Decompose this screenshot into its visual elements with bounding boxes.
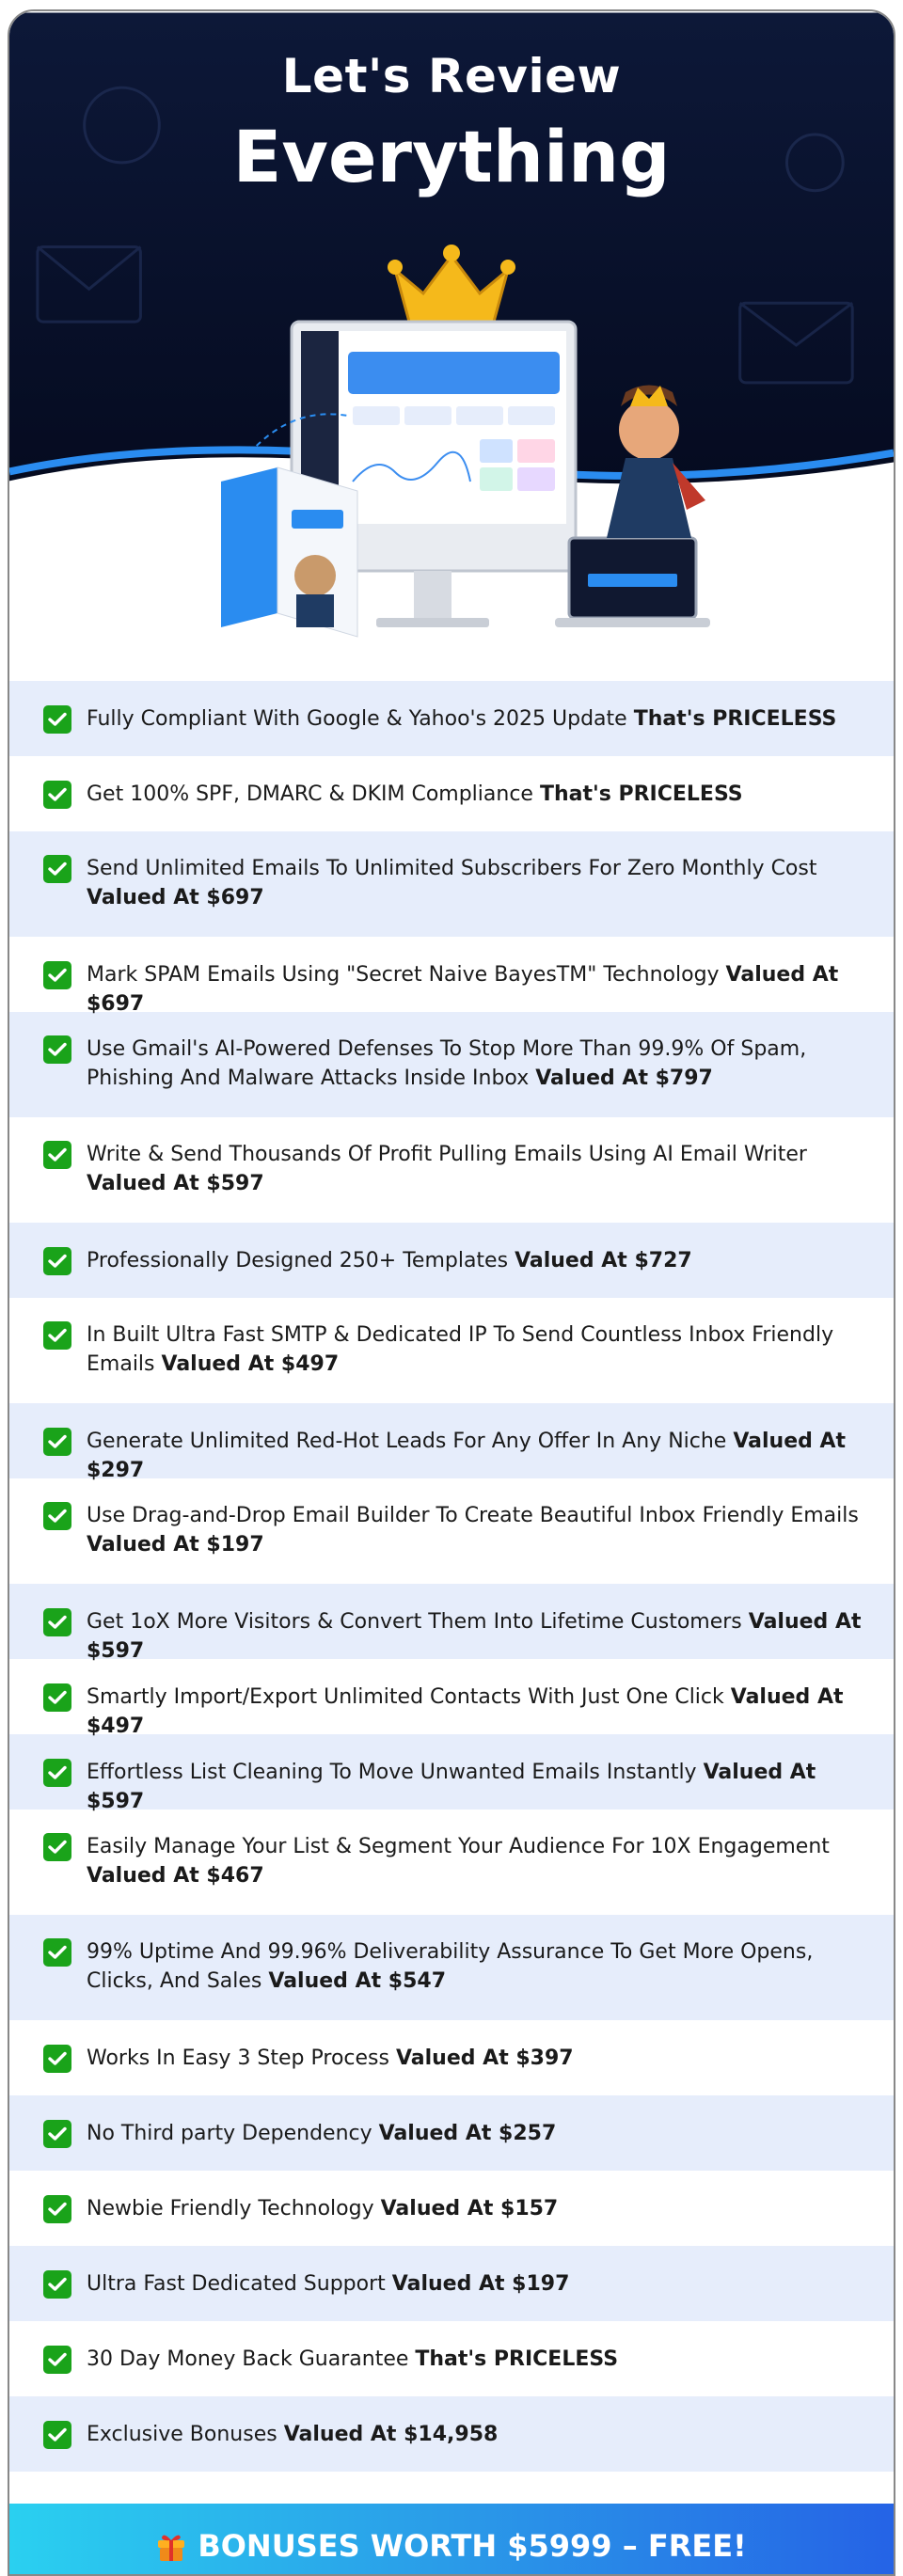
- feature-row: [9, 2396, 894, 2472]
- feature-text: [87, 704, 880, 734]
- feature-value: Valued At $297: [87, 1430, 847, 1482]
- checkmark-icon: [43, 2270, 71, 2299]
- feature-text: [87, 1758, 880, 1816]
- checkmark-icon: [43, 2346, 71, 2374]
- feature-row: [9, 1403, 894, 1482]
- feature-value: Valued At $497: [161, 1352, 340, 1376]
- feature-description: Use Gmail's AI-Powered Defenses To Stop More Than 99.9% Of Spam, Phishing And Malware Attacks Inside Inbox: [87, 1037, 807, 1090]
- feature-value: That's PRICELESS: [415, 2347, 619, 2371]
- review-card: [8, 9, 895, 2576]
- feature-description: Ultra Fast Dedicated Support: [87, 2272, 392, 2296]
- feature-description: Generate Unlimited Red-Hot Leads For Any Offer In Any Niche: [87, 1430, 734, 1453]
- feature-value: Valued At $697: [87, 963, 839, 1016]
- feature-description: In Built Ultra Fast SMTP & Dedicated IP To Send Countless Inbox Friendly Emails: [87, 1323, 834, 1376]
- checkmark-icon: [43, 1035, 71, 1064]
- feature-text: [87, 1501, 880, 1559]
- feature-text: [87, 854, 880, 912]
- crown-icon: [388, 245, 515, 322]
- checkmark-icon: [43, 1502, 71, 1530]
- mascot-icon: [607, 386, 705, 539]
- feature-text: [87, 2119, 880, 2148]
- feature-row: [9, 681, 894, 756]
- cta-label: BONUSES WORTH $5999 – FREE!: [198, 2528, 747, 2564]
- feature-row: [9, 1659, 894, 1738]
- feature-value: That's PRICELESS: [633, 707, 837, 731]
- checkmark-icon: [43, 1683, 71, 1712]
- feature-value: That's PRICELESS: [539, 782, 743, 806]
- feature-row: [9, 1915, 894, 2020]
- feature-row: [9, 1734, 894, 1813]
- feature-text: [87, 2044, 880, 2073]
- feature-description: 30 Day Money Back Guarantee: [87, 2347, 416, 2371]
- feature-text: [87, 2269, 880, 2299]
- title-line-2: Everything: [232, 115, 671, 198]
- feature-text: [87, 1246, 880, 1275]
- checkmark-icon: [43, 1141, 71, 1169]
- feature-value: Valued At $197: [391, 2272, 570, 2296]
- feature-row: [9, 756, 894, 831]
- feature-description: Mark SPAM Emails Using "Secret Naive BayesTM" Technology: [87, 963, 726, 987]
- checkmark-icon: [43, 2421, 71, 2449]
- feature-text: [87, 2194, 880, 2223]
- feature-value: Valued At $597: [87, 1610, 862, 1663]
- feature-description: 99% Uptime And 99.96% Deliverability Assurance To Get More Opens, Clicks, And Sales: [87, 1940, 814, 1993]
- feature-row: [9, 831, 894, 937]
- feature-text: [87, 780, 880, 809]
- feature-description: Get 1oX More Visitors & Convert Them Into Lifetime Customers: [87, 1610, 749, 1634]
- feature-description: Easily Manage Your List & Segment Your Audience For 10X Engagement: [87, 1835, 830, 1858]
- feature-value: Valued At $497: [87, 1685, 844, 1738]
- checkmark-icon: [43, 961, 71, 989]
- feature-value: Valued At $547: [268, 1969, 447, 1993]
- feature-text: [87, 2345, 880, 2374]
- feature-description: Newbie Friendly Technology: [87, 2197, 381, 2220]
- feature-value: Valued At $467: [87, 1864, 264, 1888]
- checkmark-icon: [43, 1321, 71, 1350]
- feature-description: Fully Compliant With Google & Yahoo's 2025 Update: [87, 707, 634, 731]
- feature-description: Send Unlimited Emails To Unlimited Subscribers For Zero Monthly Cost: [87, 857, 817, 880]
- checkmark-icon: [43, 1608, 71, 1636]
- feature-description: Effortless List Cleaning To Move Unwanted Emails Instantly: [87, 1761, 704, 1784]
- feature-value: Valued At $257: [378, 2122, 557, 2145]
- checkmark-icon: [43, 855, 71, 883]
- feature-row: [9, 1584, 894, 1663]
- checkmark-icon: [43, 2120, 71, 2148]
- checkmark-icon: [43, 705, 71, 734]
- feature-description: Get 100% SPF, DMARC & DKIM Compliance: [87, 782, 540, 806]
- title-line-1: Let's Review: [281, 49, 622, 103]
- feature-value: Valued At $697: [87, 886, 264, 909]
- bonuses-cta-button[interactable]: [9, 2504, 894, 2576]
- feature-row: [9, 1117, 894, 1223]
- feature-text: [87, 960, 880, 1019]
- checkmark-icon: [43, 1938, 71, 1967]
- feature-row: [9, 2171, 894, 2246]
- product-mockup: [9, 11, 894, 688]
- software-box-icon: [221, 467, 357, 637]
- feature-list: [9, 681, 894, 2472]
- checkmark-icon: [43, 1759, 71, 1787]
- feature-row: [9, 1298, 894, 1403]
- feature-text: [87, 1607, 880, 1666]
- feature-row: [9, 2020, 894, 2095]
- checkmark-icon: [43, 1428, 71, 1456]
- feature-description: Use Drag-and-Drop Email Builder To Create Beautiful Inbox Friendly Emails: [87, 1504, 859, 1527]
- hero-section: [9, 11, 894, 688]
- feature-row: [9, 1478, 894, 1584]
- feature-description: Smartly Import/Export Unlimited Contacts With Just One Click: [87, 1685, 731, 1709]
- feature-description: No Third party Dependency: [87, 2122, 379, 2145]
- feature-description: Professionally Designed 250+ Templates: [87, 1249, 515, 1272]
- feature-value: Valued At $397: [395, 2047, 574, 2070]
- feature-text: [87, 1683, 880, 1741]
- feature-value: Valued At $157: [380, 2197, 559, 2220]
- feature-description: Write & Send Thousands Of Profit Pulling Emails Using AI Email Writer: [87, 1143, 807, 1166]
- checkmark-icon: [43, 2045, 71, 2073]
- feature-text: [87, 1832, 880, 1890]
- feature-row: [9, 1012, 894, 1117]
- feature-row: [9, 1223, 894, 1298]
- checkmark-icon: [43, 1833, 71, 1861]
- feature-row: [9, 937, 894, 1016]
- feature-text: [87, 1937, 880, 1996]
- feature-value: Valued At $14,958: [283, 2423, 499, 2446]
- laptop-icon: [555, 538, 710, 627]
- feature-value: Valued At $197: [87, 1533, 264, 1557]
- feature-description: Works In Easy 3 Step Process: [87, 2047, 396, 2070]
- checkmark-icon: [43, 1247, 71, 1275]
- feature-row: [9, 1810, 894, 1915]
- feature-text: [87, 1035, 880, 1093]
- feature-text: [87, 1320, 880, 1379]
- feature-row: [9, 2246, 894, 2321]
- feature-value: Valued At $597: [87, 1172, 264, 1195]
- feature-text: [87, 2420, 880, 2449]
- gift-icon: [156, 2530, 186, 2562]
- feature-row: [9, 2321, 894, 2396]
- checkmark-icon: [43, 2195, 71, 2223]
- feature-text: [87, 1140, 880, 1198]
- feature-text: [87, 1427, 880, 1485]
- feature-value: Valued At $797: [535, 1067, 713, 1090]
- feature-description: Exclusive Bonuses: [87, 2423, 284, 2446]
- checkmark-icon: [43, 781, 71, 809]
- feature-row: [9, 2095, 894, 2171]
- feature-value: Valued At $727: [515, 1249, 692, 1272]
- feature-value: Valued At $597: [87, 1761, 816, 1813]
